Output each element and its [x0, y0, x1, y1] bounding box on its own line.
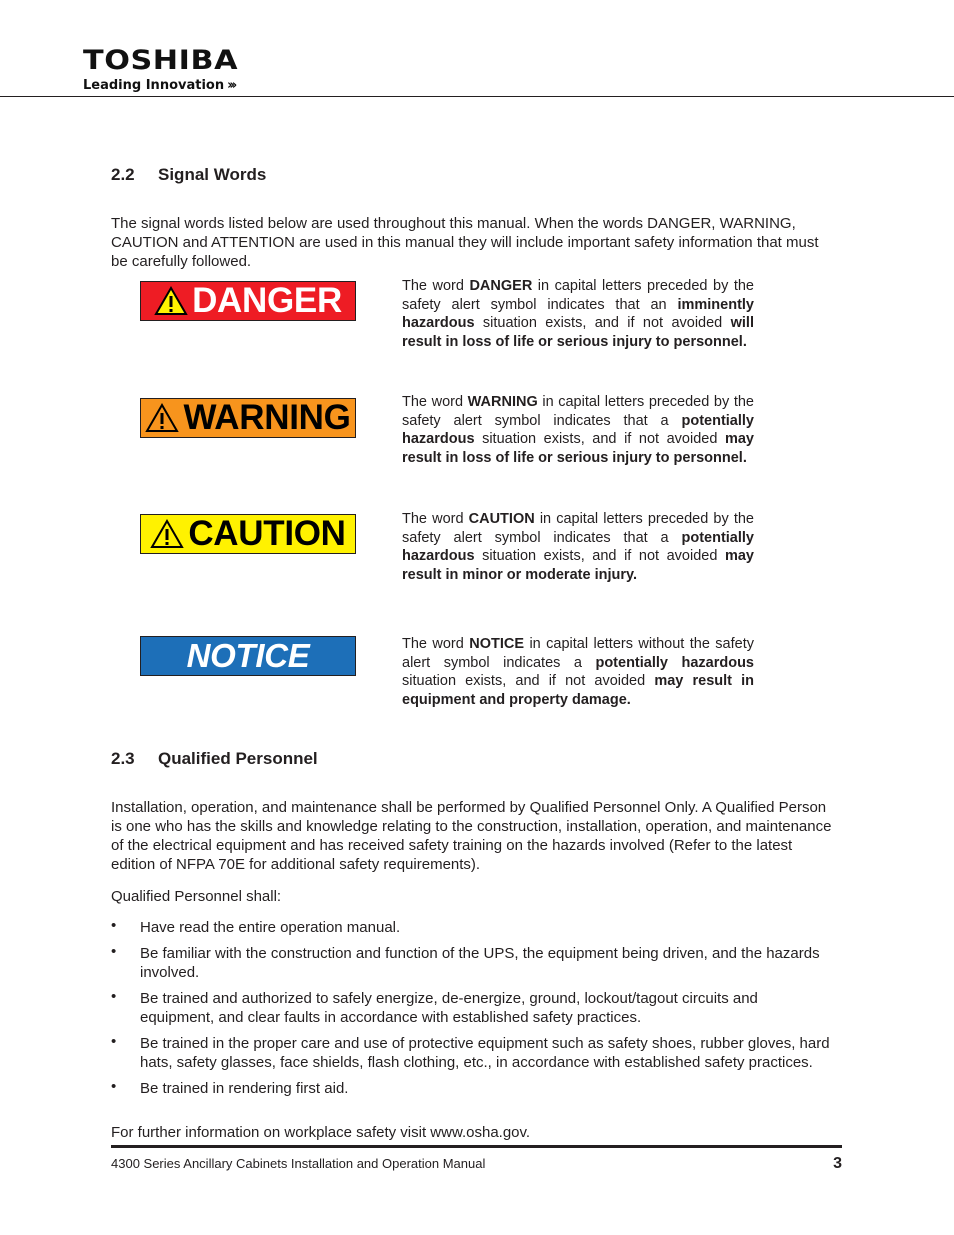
- list-item: [111, 918, 831, 937]
- desc-text: The word: [402, 278, 470, 294]
- desc-text: The word: [402, 394, 468, 410]
- desc-bold: will result in loss of life or serious injury to personnel.: [402, 315, 754, 351]
- tagline-text: Leading Innovation: [83, 78, 225, 93]
- desc-text: in capital letters preceded by the safety alert symbol indicates that a: [402, 511, 754, 546]
- notice-label-text: NOTICE: [186, 637, 310, 674]
- desc-bold: NOTICE: [469, 636, 525, 652]
- safety-alert-icon: [145, 403, 179, 433]
- safety-alert-icon: [154, 286, 188, 316]
- caution-description: [402, 510, 754, 585]
- desc-text: situation exists, and if not avoided: [474, 315, 731, 332]
- bullet-icon: •: [111, 1033, 117, 1050]
- desc-bold: may result in equipment and property damage.: [402, 673, 754, 709]
- caution-label: [140, 514, 356, 554]
- list-item-text: Be familiar with the construction and function of the UPS, the equipment being driven, and the hazards involved.: [140, 945, 820, 981]
- section-number: 2.3: [111, 749, 135, 768]
- desc-bold: potentially hazardous: [402, 412, 754, 448]
- notice-label: [140, 636, 356, 676]
- desc-bold: may result in loss of life or serious injury to personnel.: [402, 431, 754, 467]
- desc-bold: WARNING: [467, 394, 538, 410]
- warning-label-text: WARNING: [183, 398, 351, 437]
- bullet-icon: •: [111, 943, 117, 960]
- requirements-list: [111, 918, 831, 1098]
- bullet-icon: •: [111, 988, 117, 1005]
- footer-manual-title: 4300 Series Ancillary Cabinets Installation and Operation Manual: [111, 1156, 486, 1171]
- notice-description: [402, 635, 754, 710]
- desc-text: situation exists, and if not avoided: [474, 548, 725, 565]
- desc-bold: imminently hazardous: [402, 296, 754, 332]
- list-item-text: Be trained in rendering first aid.: [140, 1080, 349, 1097]
- signal-words-intro: The signal words listed below are used throughout this manual. When the words DANGER, WARNING, CAUTION and ATTENTION are used in this manual they will include important safety information that must be carefully followed.: [111, 215, 819, 270]
- list-item-text: Be trained in the proper care and use of protective equipment such as safety shoes, rubber gloves, hard hats, safety glasses, face shields, flash clothing, etc., in accordance with established safety practices.: [140, 1035, 830, 1071]
- caution-label-text: CAUTION: [188, 514, 346, 553]
- list-item-text: Be trained and authorized to safely energize, de-energize, ground, lockout/tagout circuits and equipment, and clear faults in accordance with established safety practices.: [140, 990, 758, 1026]
- list-item: [111, 989, 831, 1027]
- section-title: Signal Words: [158, 165, 267, 184]
- bullet-icon: •: [111, 1078, 117, 1095]
- qualified-personnel-lead: Qualified Personnel shall:: [111, 888, 282, 905]
- section-heading-2-2: [111, 165, 266, 185]
- list-item: [111, 1034, 831, 1072]
- list-item: [111, 944, 831, 982]
- desc-text: situation exists, and if not avoided: [402, 673, 655, 690]
- desc-bold: potentially hazardous: [402, 529, 754, 565]
- footer-divider: [111, 1145, 842, 1148]
- brand-logo: TOSHIBA: [83, 45, 239, 76]
- section-heading-2-3: [111, 749, 318, 769]
- warning-description: [402, 393, 754, 468]
- desc-text: in capital letters without the safety alert symbol indicates a: [402, 636, 754, 671]
- list-item-text: Have read the entire operation manual.: [140, 919, 401, 936]
- bullet-icon: •: [111, 917, 117, 934]
- desc-text: in capital letters preceded by the safety alert symbol indicates that an: [402, 278, 754, 313]
- header-divider: [0, 96, 954, 97]
- danger-label-text: DANGER: [192, 281, 342, 320]
- desc-bold: CAUTION: [468, 511, 535, 527]
- section-number: 2.2: [111, 165, 135, 184]
- safety-alert-icon: [150, 519, 184, 549]
- desc-bold: DANGER: [469, 278, 533, 294]
- osha-reference: For further information on workplace safety visit www.osha.gov.: [111, 1124, 531, 1141]
- desc-text: The word: [402, 511, 469, 527]
- desc-text: in capital letters preceded by the safety alert symbol indicates that a: [402, 394, 754, 429]
- danger-description: [402, 277, 754, 352]
- desc-text: The word: [402, 636, 470, 652]
- desc-text: situation exists, and if not avoided: [474, 431, 725, 448]
- chevron-right-icon: ›››: [227, 78, 235, 93]
- desc-bold: potentially hazardous: [595, 654, 754, 671]
- list-item: [111, 1079, 831, 1098]
- brand-tagline: [83, 78, 234, 94]
- page-number: 3: [833, 1155, 842, 1172]
- desc-bold: may result in minor or moderate injury.: [402, 548, 754, 584]
- danger-label: [140, 281, 356, 321]
- qualified-personnel-para: Installation, operation, and maintenance shall be performed by Qualified Personnel Only. A Qualified Person is one who has the skills and knowledge relating to the construction, installation, operation, and maintenance of the electrical equipment and has received safety training on the hazards involved (Refer to the latest edition of NFPA 70E for additional safety requirements).: [111, 799, 832, 873]
- warning-label: [140, 398, 356, 438]
- section-title: Qualified Personnel: [158, 749, 318, 768]
